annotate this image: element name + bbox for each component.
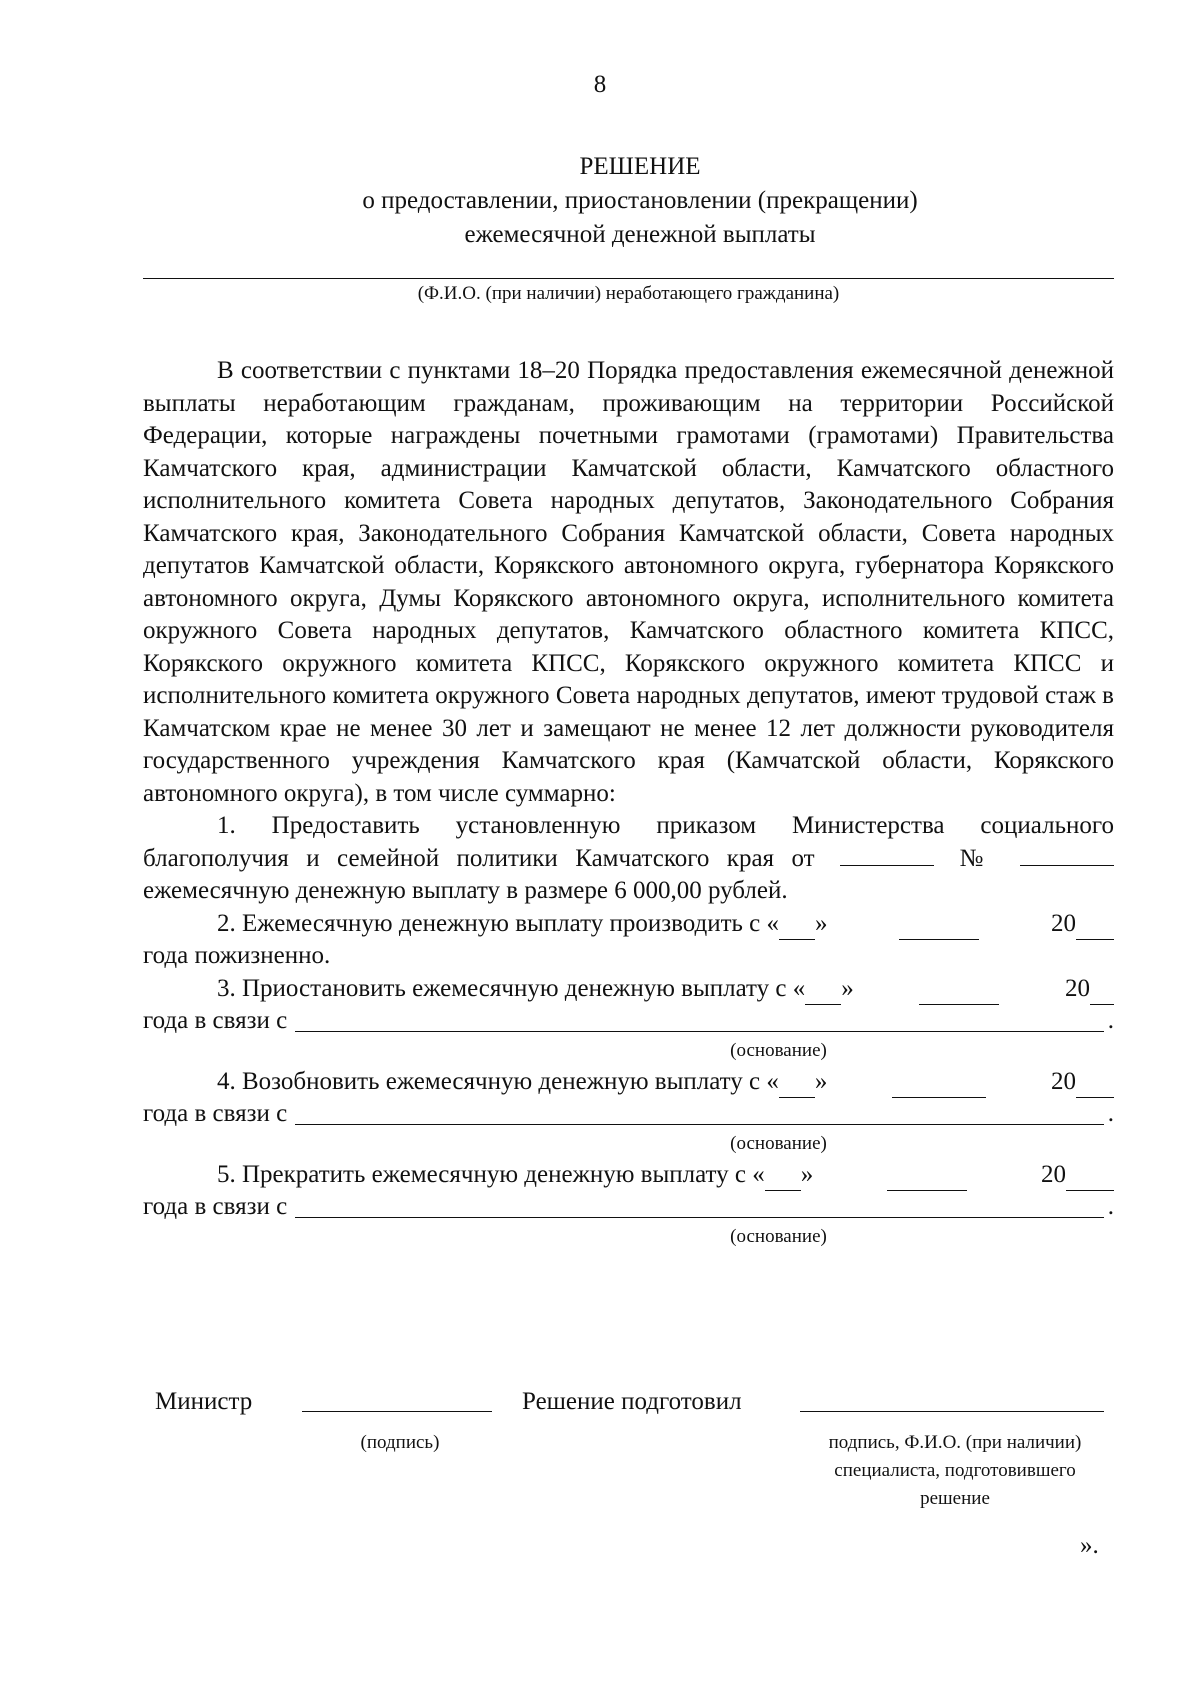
- item-3-year-prefix: 20: [1065, 974, 1091, 1002]
- preparer-caption-line3: решение: [920, 1488, 990, 1509]
- preparer-caption-line2: специалиста, подготовившего: [834, 1460, 1076, 1481]
- item-4-basis-lead: года в связи с: [143, 1100, 288, 1127]
- item-2-year-prefix: 20: [1051, 909, 1077, 937]
- item-3-year-blank: [1090, 982, 1114, 1005]
- item-5-year-blank: [1066, 1168, 1114, 1191]
- item-5-year-prefix: 20: [1041, 1160, 1066, 1188]
- item-5-line: [143, 1159, 1114, 1192]
- item-2-year-blank: [1076, 917, 1114, 940]
- item-5-basis-end: .: [1107, 1193, 1114, 1220]
- item-5-basis-caption: (основание): [730, 1225, 827, 1247]
- item-3-text: 3. Приостановить ежемесячную денежную выплату с «: [217, 974, 806, 1002]
- item-4-close-quote: »: [814, 1067, 828, 1095]
- item-4-text: 4. Возобновить ежемесячную денежную выплату с «: [217, 1067, 779, 1095]
- decision-body: [143, 355, 1114, 1252]
- item-5-text: 5. Прекратить ежемесячную денежную выплату с «: [217, 1160, 765, 1188]
- decision-subtitle-line1: о предоставлении, приостановлении (прекращении): [362, 187, 918, 214]
- preparer-caption-line1: подпись, Ф.И.О. (при наличии): [828, 1432, 1082, 1453]
- number-sign: №: [959, 844, 995, 872]
- item-2-month-blank: [899, 917, 979, 940]
- item-2-text: 2. Ежемесячную денежную выплату производить с «: [217, 909, 780, 937]
- order-date-blank: [840, 843, 934, 866]
- item-2-close-quote: »: [815, 909, 828, 937]
- item-4-basis-line: [143, 1098, 1114, 1131]
- item-3-basis-caption: (основание): [730, 1039, 827, 1061]
- order-number-blank: [1020, 843, 1114, 866]
- item-3-line: [143, 973, 1114, 1006]
- item-3-month-blank: [919, 982, 999, 1005]
- prepared-by-label: Решение подготовил: [522, 1388, 742, 1415]
- page-number: 8: [593, 71, 607, 98]
- item-5-basis-line: [143, 1191, 1114, 1224]
- item-1-text: 1. Предоставить установленную приказом Министерства социального благополучия и семейной политики Камчатского края от: [143, 812, 1114, 872]
- item-3-basis-lead: года в связи с: [143, 1007, 288, 1034]
- fio-caption: (Ф.И.О. (при наличии) неработающего гражданина): [417, 283, 840, 304]
- item-3-close-quote: »: [841, 974, 854, 1002]
- item-3-basis-end: .: [1107, 1007, 1114, 1034]
- preparer-signature-line: [800, 1411, 1104, 1412]
- minister-label: Министр: [155, 1388, 253, 1415]
- item-5-basis-lead: года в связи с: [143, 1193, 288, 1220]
- item-4-month-blank: [892, 1075, 986, 1098]
- item-2-tail: года пожизненно.: [143, 942, 331, 969]
- item-2-day-blank: [779, 917, 815, 940]
- decision-subtitle-line2: ежемесячной денежной выплаты: [464, 221, 816, 248]
- item-4-basis-end: .: [1107, 1100, 1114, 1127]
- item-4-line: [143, 1066, 1114, 1099]
- item-4-year-prefix: 20: [1051, 1067, 1077, 1095]
- decision-title: РЕШЕНИЕ: [579, 153, 701, 180]
- item-1-text-tail: ежемесячную денежную выплату в размере 6 000,00 рублей.: [143, 877, 788, 904]
- item-4-basis-caption: (основание): [730, 1132, 827, 1154]
- item-5-month-blank: [887, 1168, 967, 1191]
- item-2-line: [143, 908, 1114, 941]
- item-5-basis-blank: [295, 1217, 1104, 1218]
- item-5-day-blank: [765, 1168, 801, 1191]
- item-3-basis-line: [143, 1005, 1114, 1038]
- preamble-paragraph: В соответствии с пунктами 18–20 Порядка предоставления ежемесячной денежной выплаты неработающим гражданам, проживающим на территории Российской Федерации, которые награждены почетными грамотами (грамотами) Правительства Камчатского края, администрации Камчатской области, Камчатского областного исполнительного комитета Совета народных депутатов, Законодательного Собрания Камчатского края, Законодательного Собрания Камчатской области, Совета народных депутатов Камчатской области, Корякского автономного округа, губернатора Корякского автономного округа, Думы Корякского автономного округа, исполнительного комитета окружного Совета народных депутатов, Камчатского областного комитета КПСС, Корякского окружного комитета КПСС, Корякского окружного комитета КПСС и исполнительного комитета окружного Совета народных депутатов, имеют трудовой стаж в Камчатском крае не менее 30 лет и замещают не менее 12 лет должности руководителя государственного учреждения Камчатского края (Камчатской области, Корякского автономного округа), в том числе суммарно:: [143, 357, 1114, 807]
- minister-signature-caption: (подпись): [360, 1432, 440, 1453]
- closing-quote-mark: ».: [1080, 1532, 1099, 1559]
- fio-blank-line: [143, 278, 1114, 279]
- item-1-paragraph: [143, 810, 1114, 908]
- item-3-basis-blank: [295, 1031, 1104, 1032]
- item-4-basis-blank: [295, 1124, 1104, 1125]
- minister-signature-line: [302, 1411, 492, 1412]
- item-5-close-quote: »: [800, 1160, 814, 1188]
- item-4-year-blank: [1076, 1075, 1114, 1098]
- item-3-day-blank: [805, 982, 841, 1005]
- item-4-day-blank: [779, 1075, 815, 1098]
